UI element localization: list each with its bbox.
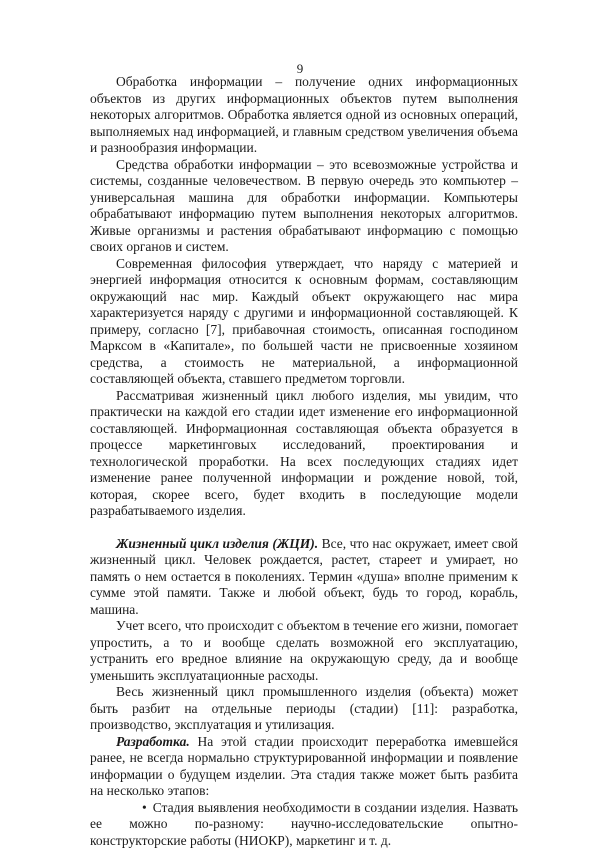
paragraph-philosophy: Современная философия утверждает, что наряду с материей и энергией информация относится к основным формам, составляющим окружающий нас мир. Каждый объект окружающего нас мира характеризуется наряду с другими и информационной составляющей. К примеру, согласно [7], прибавочная стоимость, описанная господином Марксом в «Капитале», по большей части не присвоенные хозяином средства, а стоимость не материальной, а информационной составляющей объекта, ставшего предметом торговли. bbox=[90, 255, 518, 386]
lifecycle-heading: Жизненный цикл изделия (ЖЦИ). bbox=[116, 535, 319, 551]
paragraph-lifecycle-accounting: Учет всего, что происходит с объектом в течение его жизни, помогает упростить, а то и вообще сделать возможной его эксплуатацию, устранить его вредное влияние на окружающую среду, да и вообще уменьшить эксплуатационные расходы. bbox=[90, 618, 518, 683]
paragraph-development bbox=[90, 734, 518, 800]
body-text bbox=[90, 74, 518, 849]
bullet-item bbox=[90, 800, 518, 849]
paragraph-lifecycle-stages: Весь жизненный цикл промышленного изделия (объекта) может быть разбит на отдельные периоды (стадии) [11]: разработка, производство, эксплуатация и утилизация. bbox=[90, 684, 518, 732]
paragraph-processing-tools: Средства обработки информации – это всевозможные устройства и системы, созданные человечеством. В первую очередь это компьютер – универсальная машина для обработки информации. Компьютеры обрабатывают информацию путем выполнения некоторых алгоритмов. Живые организмы и растения обрабатывают информацию с помощью своих органов и систем. bbox=[90, 156, 518, 254]
bullet-icon: • bbox=[142, 799, 147, 815]
development-heading: Разработка. bbox=[116, 733, 190, 749]
section-gap bbox=[90, 520, 518, 536]
paragraph-processing-definition: Обработка информации – получение одних информационных объектов из других информационных объектов путем выполнения некоторых алгоритмов. Обработка является одной из основных операций, выполняемых над информацией, и главным средством увеличения объема и разнообразия информации. bbox=[90, 74, 518, 155]
paragraph-lifecycle-intro: Рассматривая жизненный цикл любого изделия, мы увидим, что практически на каждой его стадии идет изменение его информационной составляющей. Информационная составляющая объекта образуется в процессе маркетинговых исследований, проектирования и технологической проработки. На всех последующих стадиях идет изменение ранее полученной информации и рождение новой, той, которая, скорее всего, будет входить в последующие модели разрабатываемого изделия. bbox=[90, 387, 518, 518]
bullet-text: Стадия выявления необходимости в создании изделия. Назвать ее можно по-разному: научно-исследовательские опытно-конструкторские работы (НИОКР), маркетинг и т. д. bbox=[90, 799, 518, 848]
lifecycle-heading-text: Все, что нас окружает, имеет свой жизненный цикл. Человек рождается, растет, стареет и умирает, но память о нем остается в поколениях. Термин «душа» вполне применим к сумме этой памяти. Также и любой объект, будь то город, корабль, машина. bbox=[90, 535, 518, 617]
page-number: 9 bbox=[296, 61, 304, 76]
development-text: На этой стадии происходит переработка имевшейся ранее, не всегда нормально структурированной информации и появление информации о будущем изделии. Эта стадия также может быть разбита на несколько этапов: bbox=[90, 733, 518, 798]
paragraph-lifecycle-heading bbox=[90, 536, 518, 619]
